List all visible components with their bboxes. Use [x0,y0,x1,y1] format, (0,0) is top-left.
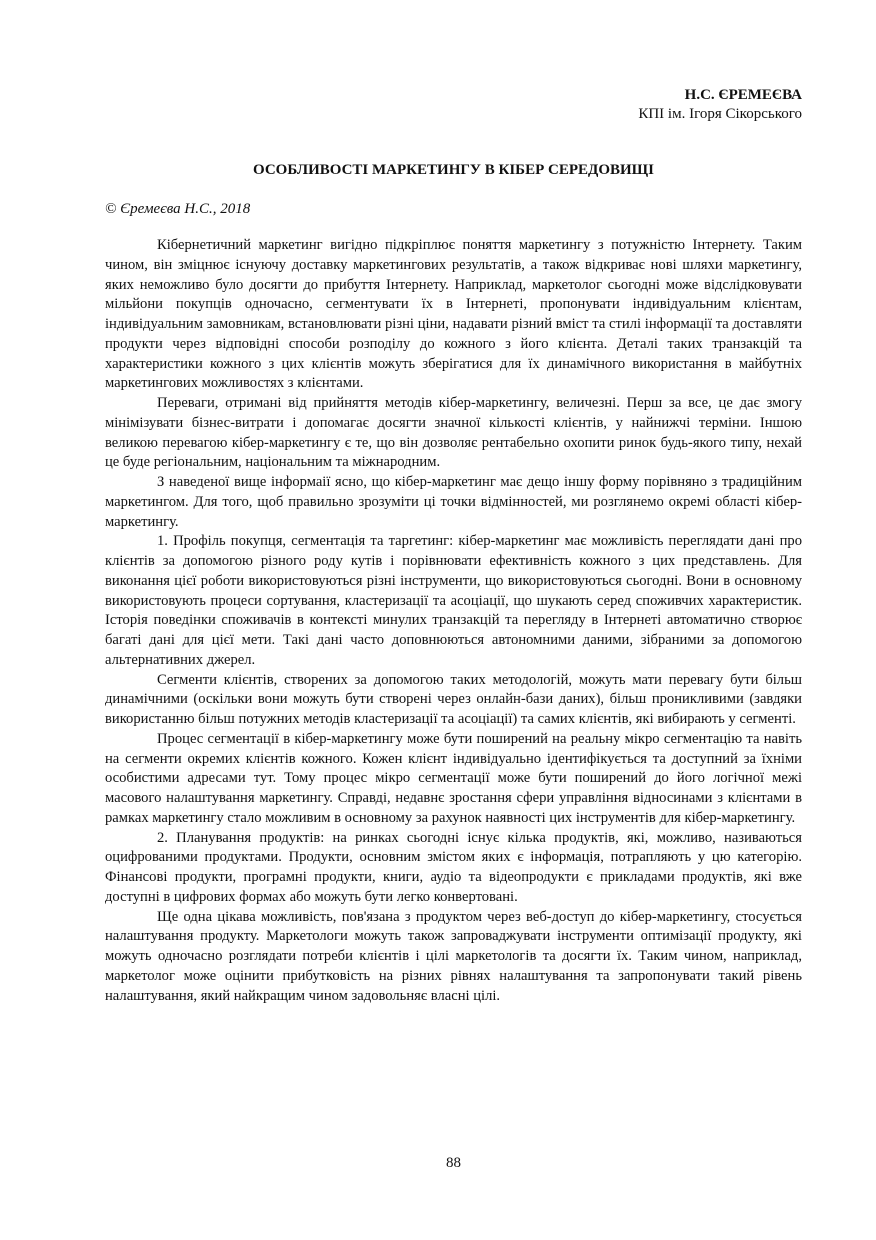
body-paragraph: Процес сегментації в кібер-маркетингу може бути поширений на реальну мікро сегментацію та навіть на сегменти окремих клієнтів кожного. Кожен клієнт індивідуально ідентифікується та доступний за їхніми особистими адресами тут. Тому процес мікро сегментації може бути поширений до його логічної межі масового налаштування маркетингу. Справді, недавнє зростання сфери управління відносинами з клієнтами в рамках маркетингу стало можливим в основному за рахунок наявності цих інструментів для кібер-маркетингу. [105,730,802,826]
body-paragraph: 1. Профіль покупця, сегментація та таргетинг: кібер-маркетинг має можливість переглядати дані про клієнтів за допомогою різного роду кутів і порівнювати ефективність кожного з цих представлень. Для виконання цієї роботи використовуються різні інструменти, що використовуються сьогодні. Вони в основному використовують процеси сортування, кластеризації та асоціації, що шукають серед споживчих характеристик. Історія поведінки споживачів в контексті минулих транзакцій та перегляду в Інтернеті автоматично створює багаті дані для цієї мети. Такі дані часто доповнюються автономними даними, зібраними за допомогою альтернативних джерел. [105,533,802,668]
page-number: 88 [446,1155,461,1171]
author-affiliation: КПІ ім. Ігоря Сікорського [638,106,802,122]
body-paragraph: Сегменти клієнтів, створених за допомогою таких методологій, можуть мати перевагу бути більш динамічними (оскільки вони можуть бути створені через онлайн-бази даних), більш проникливими (завдяки використанню більш потужних методів кластеризації та асоціації) та самих клієнтів, які вибирають у сегменті. [105,671,802,727]
document-page [105,0,802,1240]
body-paragraph: 2. Планування продуктів: на ринках сьогодні існує кілька продуктів, які, можливо, називаються оцифрованими продуктами. Продукти, основним змістом яких є інформація, потрапляють у цю категорію. Фінансові продукти, програмні продукти, книги, аудіо та відеопродукти є прикладами продуктів, які вже доступні в цифрових формах або можуть бути легко конвертовані. [105,829,802,905]
body-paragraph: З наведеної вище інформаії ясно, що кібер-маркетинг має дещо іншу форму порівняно з традиційним маркетингом. Для того, щоб правильно зрозуміти ці точки відмінностей, ми розглянемо окремі області кібер-маркетингу. [105,474,802,530]
copyright-notice: © Єремеєва Н.С., 2018 [105,201,251,217]
article-title: ОСОБЛИВОСТІ МАРКЕТИНГУ В КІБЕР СЕРЕДОВИЩІ [253,162,654,178]
body-paragraph: Переваги, отримані від прийняття методів кібер-маркетингу, величезні. Перш за все, це дає змогу мінімізувати бізнес-витрати і допомагає досягти значної кількості клієнтів, у найнижчі терміни. Іншою великою перевагою кібер-маркетингу є те, що він дозволяє рентабельно охопити ринок будь-якого типу, нехай це буде регіональним, національним та міжнародним. [105,395,802,471]
article-body [105,236,802,1006]
author-name: Н.С. ЄРЕМЕЄВА [684,87,802,103]
author-block [638,86,802,124]
body-paragraph: Ще одна цікава можливість, пов'язана з продуктом через веб-доступ до кібер-маркетингу, стосується налаштування продукту. Маркетологи можуть також запроваджувати інструменти оптимізації продукту, які можуть одночасно розглядати потреби клієнтів і цілі маркетологів та досягти їх. Таким чином, наприклад, маркетолог може оцінити прибутковість на різних рівнях налаштування та запропонувати такий рівень налаштування, який найкращим чином задовольняє власні цілі. [105,908,802,1004]
body-paragraph: Кібернетичний маркетинг вигідно підкріплює поняття маркетингу з потужністю Інтернету. Таким чином, він зміцнює існуючу доставку маркетингових результатів, а також відкриває нові шляхи маркетингу, яких неможливо було досягти до прибуття Інтернету. Наприклад, маркетолог сьогодні може відслідковувати мільйони покупців одночасно, сегментувати їх в Інтернеті, пропонувати індивідуальним клієнтам, індивідуальним замовникам, встановлювати різні ціни, надавати різний вміст та стилі інформації та доставляти продукти через відповідні способи розподілу до кожного з його клієнта. Деталі таких транзакцій та характеристики кожного з цих клієнтів можуть зберігатися для їх динамічного використання в майбутніх маркетингових можливостях з клієнтами. [105,237,802,392]
